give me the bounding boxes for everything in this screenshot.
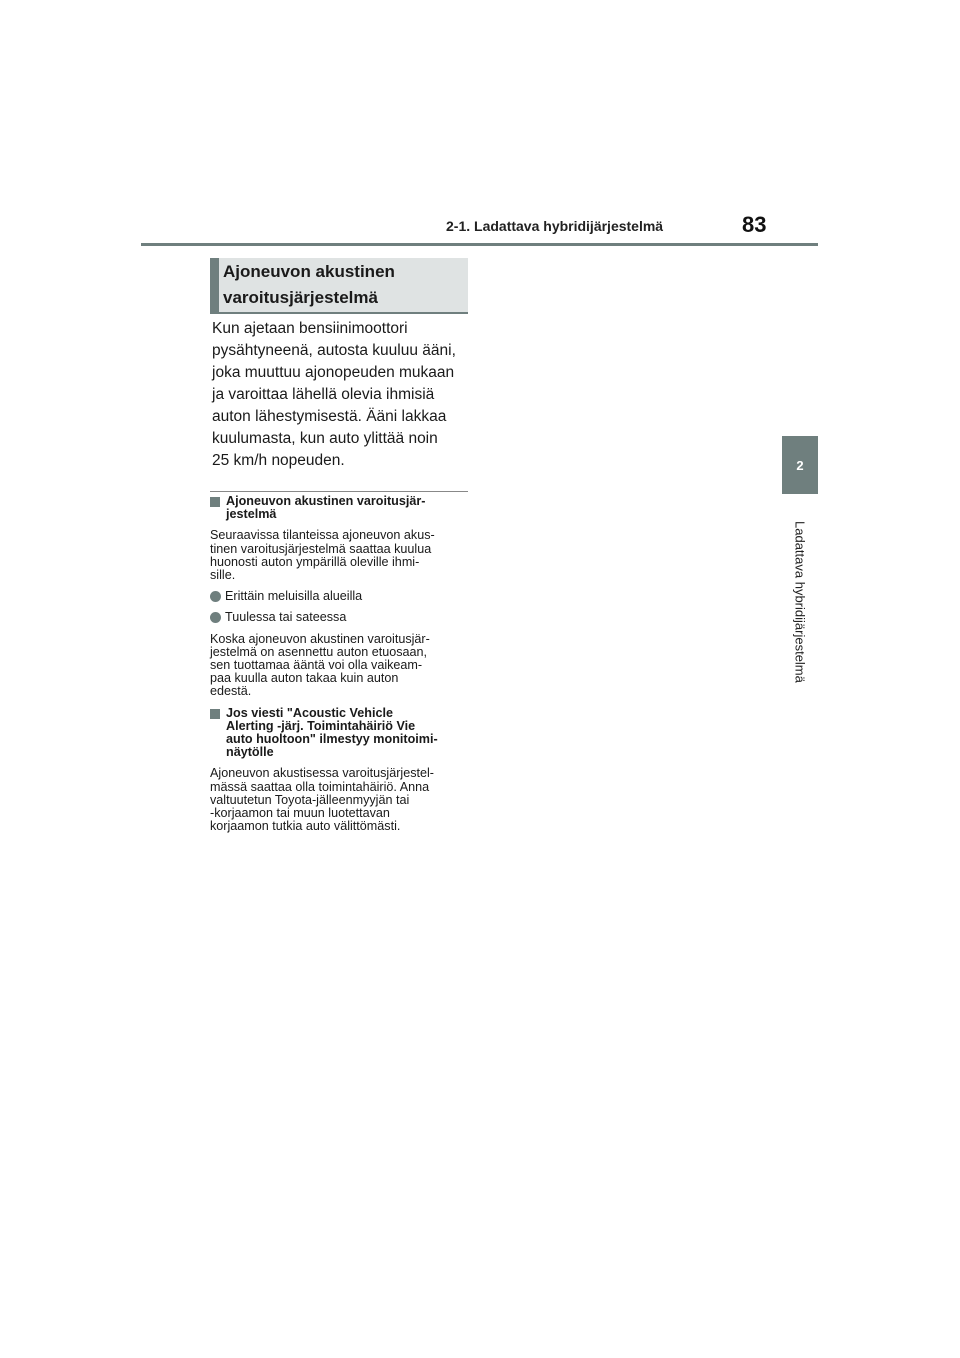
circle-bullet-icon: [210, 591, 221, 602]
list-item: [210, 590, 472, 603]
paragraph-line: edestä.: [210, 684, 252, 699]
paragraph-line: Ajoneuvon akustisessa varoitusjärjestel-: [210, 766, 435, 781]
subsection-heading-line: Jos viesti "Acoustic Vehicle: [226, 705, 393, 720]
paragraph-line: sen tuottamaa ääntä voi olla vaikeam-: [210, 658, 423, 673]
paragraph-line: jestelmä on asennettu auton etuosaan,: [210, 644, 428, 659]
subsection-heading-line: Ajoneuvon akustinen varoitusjär-: [226, 494, 426, 508]
paragraph-line: Seuraavissa tilanteissa ajoneuvon akus-: [210, 528, 435, 543]
notes-column: [210, 495, 472, 841]
paragraph-line: Koska ajoneuvon akustinen varoitusjär-: [210, 631, 430, 646]
list-item: [210, 611, 472, 624]
subsection-heading: [210, 707, 472, 760]
subsection-heading-line: näytölle: [226, 745, 274, 760]
section-divider: [210, 491, 468, 492]
list-item-text: Tuulessa tai sateessa: [225, 610, 347, 625]
subsection-paragraph: [210, 529, 472, 582]
section-title-line: varoitusjärjestelmä: [223, 288, 378, 307]
chapter-label: [786, 504, 814, 700]
section-title: [223, 259, 463, 311]
paragraph-line: -korjaamon tai muun luotettavan: [210, 806, 390, 821]
paragraph-line: mässä saattaa olla toimintahäiriö. Anna: [210, 779, 430, 794]
chapter-label-text: Ladattava hybridijärjestelmä: [792, 521, 808, 683]
intro-line: pysähtyneenä, autosta kuuluu ääni,: [212, 342, 456, 359]
intro-line: ja varoittaa lähellä olevia ihmisiä: [212, 386, 435, 403]
title-accent-bar: [210, 258, 219, 312]
intro-paragraph: [212, 318, 474, 472]
intro-line: kuulumasta, kun auto ylittää noin: [212, 430, 438, 447]
intro-line: auton lähestymisestä. Ääni lakkaa: [212, 408, 447, 425]
header-section-title: 2-1. Ladattava hybridijärjestelmä: [446, 218, 664, 234]
subsection-paragraph: [210, 633, 472, 699]
subsection-heading: [210, 495, 472, 521]
chapter-tab: 2: [782, 436, 818, 494]
square-bullet-icon: [210, 497, 220, 507]
paragraph-line: huonosti auton ympärillä oleville ihmi-: [210, 554, 420, 569]
page-number: 83: [742, 212, 767, 237]
intro-line: joka muuttuu ajonopeuden mukaan: [212, 364, 455, 381]
paragraph-line: sille.: [210, 568, 236, 583]
section-title-line: Ajoneuvon akustinen: [223, 262, 395, 281]
paragraph-line: paa kuulla auton takaa kuin auton: [210, 671, 399, 686]
header-rule: [141, 243, 818, 246]
paragraph-line: valtuutetun Toyota-jälleenmyyjän tai: [210, 792, 410, 807]
subsection-heading-line: jestelmä: [226, 507, 277, 522]
list-item-text: Erittäin meluisilla alueilla: [225, 589, 363, 604]
subsection-heading-line: Alerting -järj. Toimintahäiriö Vie: [226, 718, 416, 733]
circle-bullet-icon: [210, 612, 221, 623]
intro-line: 25 km/h nopeuden.: [212, 452, 345, 469]
square-bullet-icon: [210, 709, 220, 719]
intro-line: Kun ajetaan bensiinimoottori: [212, 320, 408, 337]
subsection-heading-line: auto huoltoon" ilmestyy monitoimi-: [226, 732, 438, 747]
paragraph-line: tinen varoitusjärjestelmä saattaa kuulua: [210, 541, 432, 556]
paragraph-line: korjaamon tutkia auto välittömästi.: [210, 819, 401, 834]
subsection-paragraph: [210, 767, 472, 833]
section-title-box: [210, 258, 468, 314]
